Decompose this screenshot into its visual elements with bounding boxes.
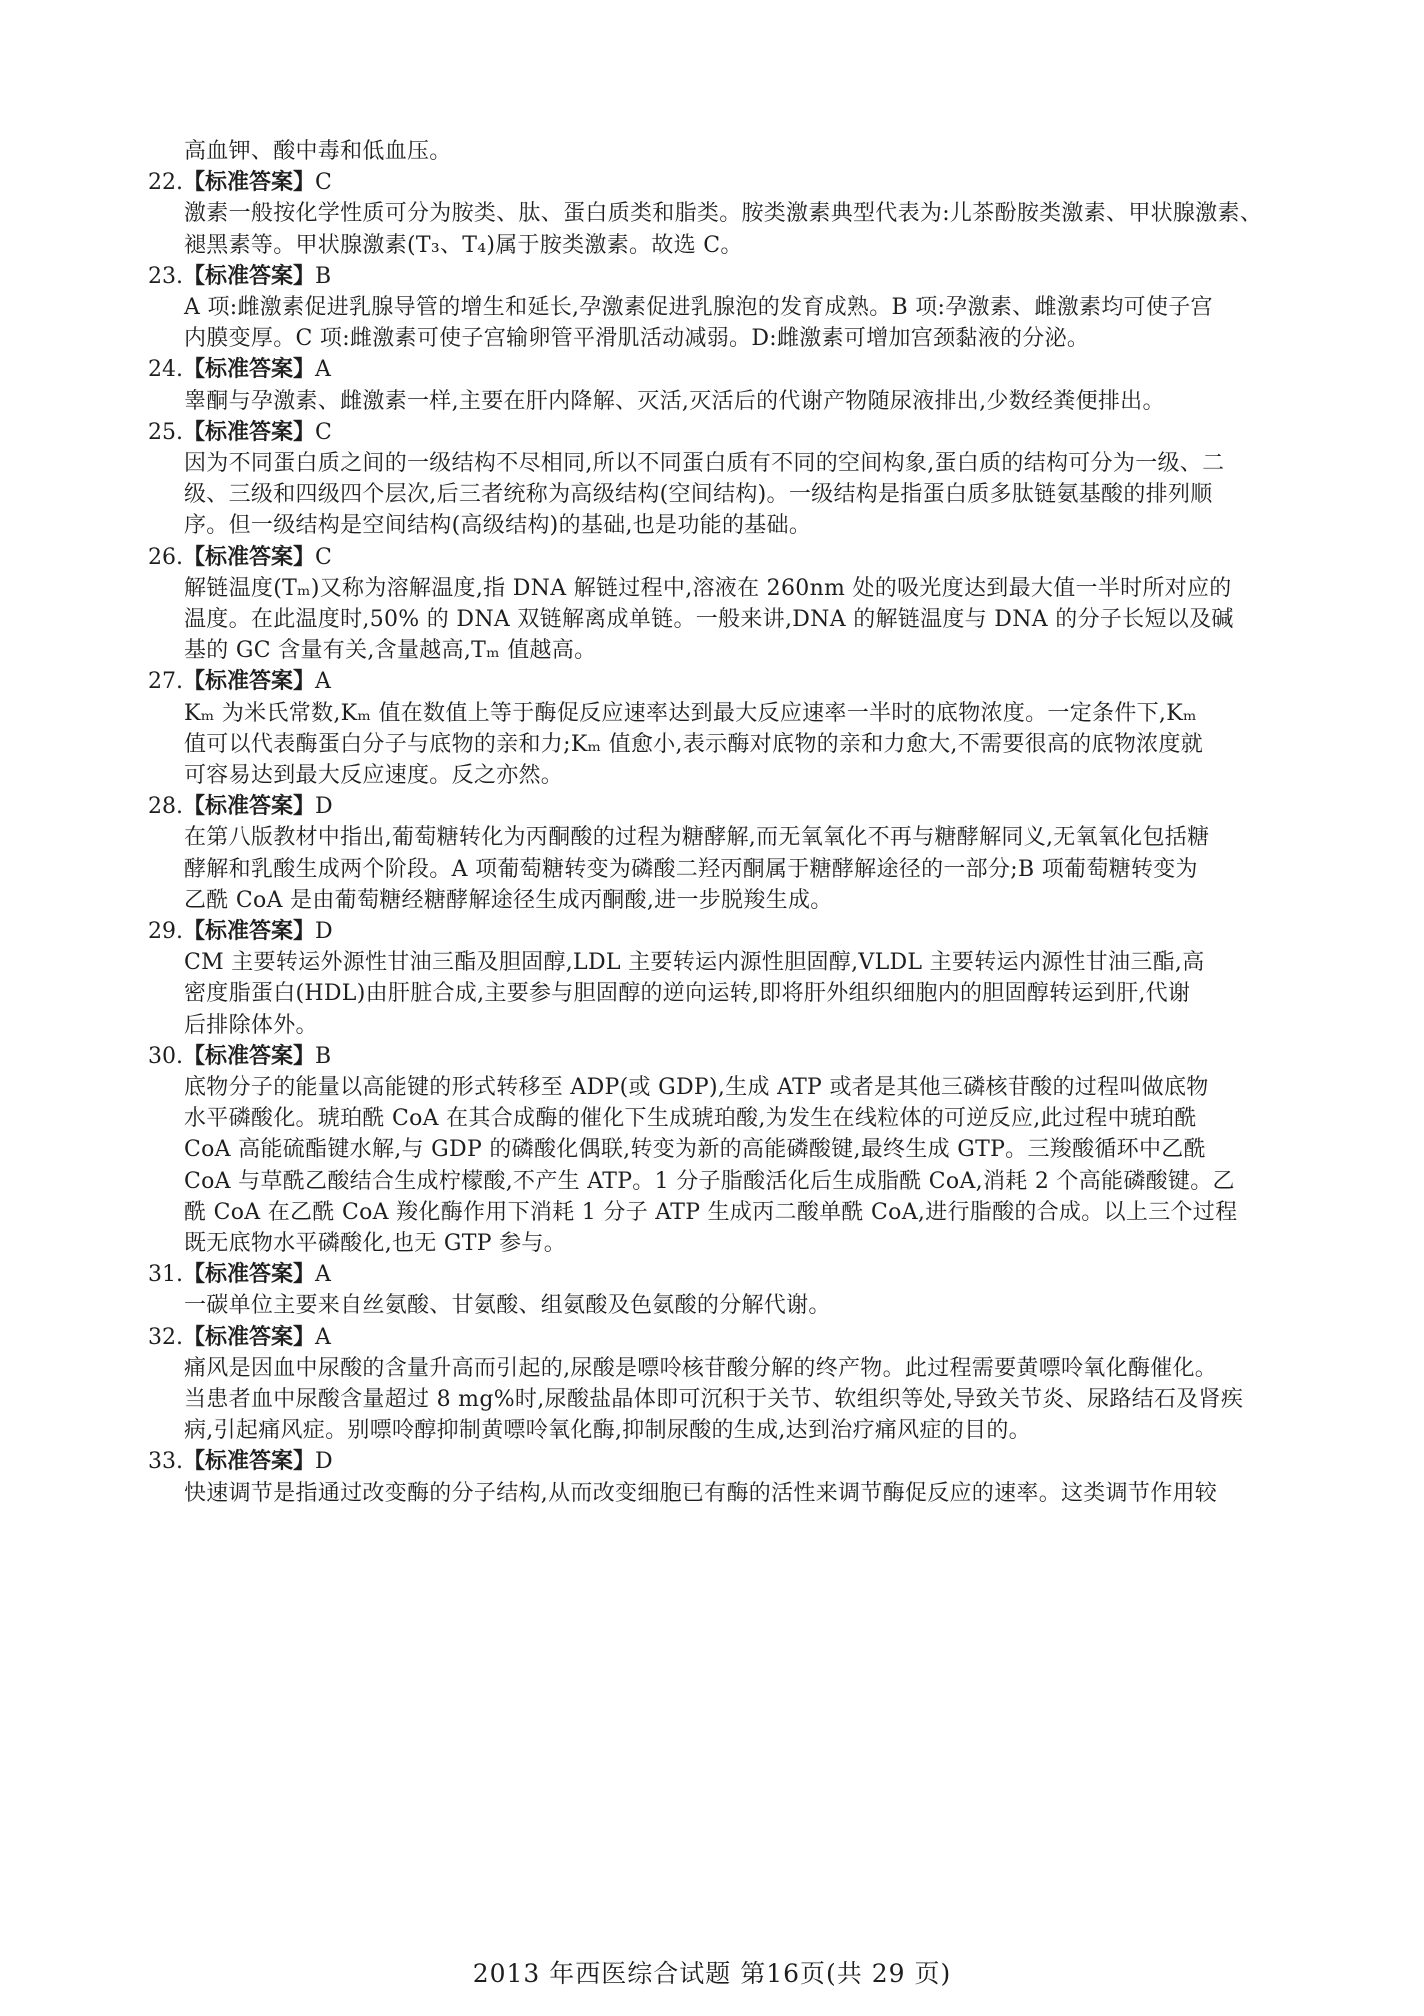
explanation-line: 病,引起痛风症。别嘌呤醇抑制黄嘌呤氧化酶,抑制尿酸的生成,达到治疗痛风症的目的。 bbox=[184, 1418, 1031, 1444]
explanation-line: 乙酰 CoA 是由葡萄糖经糖酵解途径生成丙酮酸,进一步脱羧生成。 bbox=[184, 887, 833, 913]
explanation-line: 痛风是因血中尿酸的含量升高而引起的,尿酸是嘌呤核苷酸分解的终产物。此过程需要黄嘌呤氧化酶催化。 bbox=[184, 1355, 1218, 1381]
answer-heading bbox=[148, 793, 333, 821]
explanation-line: A 项:雌激素促进乳腺导管的增生和延长,孕激素促进乳腺泡的发育成熟。B 项:孕激素、雌激素均可使子宫 bbox=[184, 295, 1213, 320]
answer-option: A bbox=[315, 357, 331, 383]
answer-option: D bbox=[315, 1449, 333, 1475]
explanation-line: 序。但一级结构是空间结构(高级结构)的基础,也是功能的基础。 bbox=[184, 513, 812, 539]
answer-option: C bbox=[315, 170, 332, 196]
question-number: 30. bbox=[148, 1043, 183, 1069]
explanation-line: 一碳单位主要来自丝氨酸、甘氨酸、组氨酸及色氨酸的分解代谢。 bbox=[184, 1293, 831, 1319]
explanation-line: 水平磷酸化。琥珀酰 CoA 在其合成酶的催化下生成琥珀酸,为发生在线粒体的可逆反应,此过程中琥珀酰 bbox=[184, 1106, 1197, 1132]
answer-option: D bbox=[315, 919, 333, 944]
explanation-line: 酰 CoA 在乙酰 CoA 羧化酶作用下消耗 1 分子 ATP 生成丙二酸单酰 CoA,进行脂酸的合成。以上三个过程 bbox=[184, 1199, 1238, 1225]
answer-option: B bbox=[315, 263, 332, 289]
answer-heading bbox=[148, 1261, 331, 1289]
answer-tag: 【标准答案】 bbox=[183, 669, 316, 695]
explanation-line: 可容易达到最大反应速度。反之亦然。 bbox=[184, 763, 564, 788]
answer-heading bbox=[148, 544, 332, 572]
explanation-line: 温度。在此温度时,50% 的 DNA 双链解离成单链。一般来讲,DNA 的解链温度与 DNA 的分子长短以及碱 bbox=[184, 607, 1234, 632]
question-number: 33. bbox=[148, 1449, 183, 1475]
explanation-line: Kₘ 为米氏常数,Kₘ 值在数值上等于酶促反应速率达到最大反应速率一半时的底物浓度。一定条件下,Kₘ bbox=[184, 700, 1197, 726]
explanation-line: CoA 高能硫酯键水解,与 GDP 的磷酸化偶联,转变为新的高能磷酸键,最终生成 GTP。三羧酸循环中乙酰 bbox=[184, 1137, 1206, 1163]
explanation-line: 快速调节是指通过改变酶的分子结构,从而改变细胞已有酶的活性来调节酶促反应的速率。这类调节作用较 bbox=[184, 1480, 1218, 1506]
answer-heading bbox=[148, 169, 332, 197]
answer-tag: 【标准答案】 bbox=[183, 919, 316, 944]
answer-option: D bbox=[315, 794, 333, 820]
explanation-line: 基的 GC 含量有关,含量越高,Tₘ 值越高。 bbox=[184, 638, 597, 664]
question-number: 28. bbox=[148, 794, 183, 820]
explanation-line: 睾酮与孕激素、雌激素一样,主要在肝内降解、灭活,灭活后的代谢产物随尿液排出,少数经粪便排出。 bbox=[184, 388, 1165, 414]
explanation-line: 底物分子的能量以高能键的形式转移至 ADP(或 GDP),生成 ATP 或者是其他三磷核苷酸的过程叫做底物 bbox=[184, 1075, 1209, 1100]
answer-tag: 【标准答案】 bbox=[183, 419, 316, 445]
explanation-line: 在第八版教材中指出,葡萄糖转化为丙酮酸的过程为糖酵解,而无氧氧化不再与糖酵解同义,无氧氧化包括糖 bbox=[184, 825, 1210, 851]
answer-heading bbox=[148, 1324, 331, 1352]
question-number: 29. bbox=[148, 919, 183, 944]
answer-tag: 【标准答案】 bbox=[183, 1043, 316, 1069]
explanation-line: CoA 与草酰乙酸结合生成柠檬酸,不产生 ATP。1 分子脂酸活化后生成脂酰 CoA,消耗 2 个高能磷酸键。乙 bbox=[184, 1168, 1235, 1194]
answer-heading bbox=[148, 419, 332, 447]
explanation-line: 值可以代表酶蛋白分子与底物的亲和力;Kₘ 值愈小,表示酶对底物的亲和力愈大,不需要很高的底物浓度就 bbox=[184, 731, 1204, 757]
explanation-line: 酵解和乳酸生成两个阶段。A 项葡萄糖转变为磷酸二羟丙酮属于糖酵解途径的一部分;B 项葡萄糖转变为 bbox=[184, 856, 1198, 882]
explanation-line: CM 主要转运外源性甘油三酯及胆固醇,LDL 主要转运内源性胆固醇,VLDL 主要转运内源性甘油三酯,高 bbox=[184, 950, 1205, 976]
answer-heading bbox=[148, 1448, 333, 1476]
answer-heading bbox=[148, 918, 333, 946]
answer-option: A bbox=[315, 1262, 331, 1288]
explanation-line: 激素一般按化学性质可分为胺类、肽、蛋白质类和脂类。胺类激素典型代表为:儿茶酚胺类激素、甲状腺激素、 bbox=[184, 201, 1263, 227]
page-footer: 2013 年西医综合试题 第16页(共 29 页) bbox=[472, 1959, 952, 1988]
answer-option: C bbox=[315, 544, 332, 570]
answer-tag: 【标准答案】 bbox=[183, 170, 316, 196]
question-number: 31. bbox=[148, 1262, 183, 1288]
explanation-line: 既无底物水平磷酸化,也无 GTP 参与。 bbox=[184, 1231, 567, 1256]
explanation-line: 因为不同蛋白质之间的一级结构不尽相同,所以不同蛋白质有不同的空间构象,蛋白质的结构可分为一级、二 bbox=[184, 451, 1225, 476]
explanation-line: 后排除体外。 bbox=[184, 1012, 318, 1038]
question-number: 24. bbox=[148, 357, 183, 383]
question-number: 23. bbox=[148, 263, 183, 289]
question-number: 22. bbox=[148, 170, 183, 196]
explanation-line: 内膜变厚。C 项:雌激素可使子宫输卵管平滑肌活动减弱。D:雌激素可增加宫颈黏液的分泌。 bbox=[184, 326, 1090, 352]
explanation-line: 密度脂蛋白(HDL)由肝脏合成,主要参与胆固醇的逆向运转,即将肝外组织细胞内的胆固醇转运到肝,代谢 bbox=[184, 981, 1191, 1007]
answer-tag: 【标准答案】 bbox=[183, 1262, 316, 1288]
answer-tag: 【标准答案】 bbox=[183, 263, 316, 289]
question-number: 25. bbox=[148, 419, 183, 445]
intro-line: 高血钾、酸中毒和低血压。 bbox=[184, 139, 452, 164]
question-number: 27. bbox=[148, 669, 183, 695]
answer-option: B bbox=[315, 1043, 332, 1069]
answer-heading bbox=[148, 356, 331, 384]
answer-option: C bbox=[315, 419, 332, 445]
explanation-line: 褪黑素等。甲状腺激素(T₃、T₄)属于胺类激素。故选 C。 bbox=[184, 232, 743, 258]
answer-tag: 【标准答案】 bbox=[183, 544, 316, 570]
explanation-line: 当患者血中尿酸含量超过 8 mg%时,尿酸盐晶体即可沉积于关节、软组织等处,导致关节炎、尿路结石及肾疾 bbox=[184, 1387, 1244, 1412]
answer-heading bbox=[148, 263, 331, 291]
answer-heading bbox=[148, 668, 331, 696]
answer-option: A bbox=[315, 1324, 331, 1350]
answer-tag: 【标准答案】 bbox=[183, 794, 316, 820]
answer-tag: 【标准答案】 bbox=[183, 1324, 316, 1350]
question-number: 32. bbox=[148, 1324, 183, 1350]
answer-tag: 【标准答案】 bbox=[183, 357, 316, 383]
explanation-line: 解链温度(Tₘ)又称为溶解温度,指 DNA 解链过程中,溶液在 260nm 处的吸光度达到最大值一半时所对应的 bbox=[184, 575, 1232, 601]
answer-tag: 【标准答案】 bbox=[183, 1449, 316, 1475]
answer-option: A bbox=[315, 669, 331, 695]
explanation-line: 级、三级和四级四个层次,后三者统称为高级结构(空间结构)。一级结构是指蛋白质多肽链氨基酸的排列顺 bbox=[184, 482, 1213, 508]
question-number: 26. bbox=[148, 544, 183, 570]
answer-heading bbox=[148, 1043, 331, 1071]
